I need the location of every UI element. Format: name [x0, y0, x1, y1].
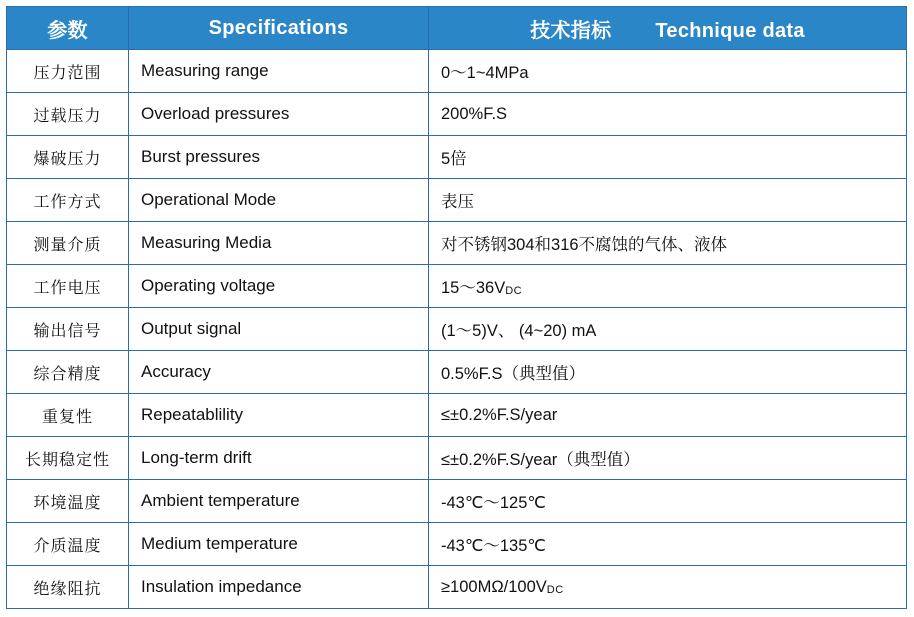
row-value-text: -43℃～125℃	[441, 494, 546, 512]
column-header-technique-data-en: Technique data	[655, 19, 805, 42]
table-header	[7, 7, 907, 50]
row-value-text: 200%F.S	[441, 104, 508, 123]
row-parameter-en: Overload pressures	[129, 93, 429, 136]
row-value	[429, 222, 907, 265]
row-value	[429, 351, 907, 394]
row-parameter-cn: 综合精度	[7, 351, 129, 394]
row-parameter-cn: 压力范围	[7, 50, 129, 93]
row-parameter-cn: 绝缘阻抗	[7, 566, 129, 609]
table-row	[7, 394, 907, 437]
row-value	[429, 179, 907, 222]
table-row	[7, 93, 907, 136]
row-value-text: ≤±0.2%F.S/year（典型值）	[441, 451, 640, 469]
row-value	[429, 136, 907, 179]
row-parameter-en: Ambient temperature	[129, 480, 429, 523]
column-header-specifications: Specifications	[129, 7, 429, 50]
table-header-row	[7, 7, 907, 50]
row-parameter-cn: 环境温度	[7, 480, 129, 523]
row-value-text: 5倍	[441, 150, 467, 168]
row-parameter-en: Accuracy	[129, 351, 429, 394]
row-parameter-cn: 介质温度	[7, 523, 129, 566]
row-parameter-en: Burst pressures	[129, 136, 429, 179]
row-value-text: 0.5%F.S（典型值）	[441, 365, 585, 383]
table-row	[7, 222, 907, 265]
row-value-text: 15～36V	[441, 279, 506, 297]
column-header-parameter: 参数	[7, 7, 129, 50]
row-parameter-en: Measuring Media	[129, 222, 429, 265]
row-value	[429, 394, 907, 437]
row-value-subscript: DC	[546, 583, 564, 596]
table-row	[7, 437, 907, 480]
row-value-text: (1～5)V、 (4~20) mA	[441, 322, 597, 340]
table-row	[7, 351, 907, 394]
row-parameter-en: Operating voltage	[129, 265, 429, 308]
row-parameter-cn: 工作方式	[7, 179, 129, 222]
table-row	[7, 179, 907, 222]
row-value	[429, 480, 907, 523]
row-parameter-cn: 输出信号	[7, 308, 129, 351]
row-value	[429, 93, 907, 136]
row-parameter-en: Insulation impedance	[129, 566, 429, 609]
row-value-text: ≤±0.2%F.S/year	[441, 405, 558, 424]
row-value-text: ≥100MΩ/100V	[441, 577, 547, 596]
table-body	[7, 50, 907, 609]
row-parameter-cn: 爆破压力	[7, 136, 129, 179]
row-parameter-en: Medium temperature	[129, 523, 429, 566]
row-value-text: 0～1~4MPa	[441, 64, 529, 82]
row-parameter-cn: 重复性	[7, 394, 129, 437]
table-row	[7, 566, 907, 609]
row-parameter-en: Long-term drift	[129, 437, 429, 480]
row-value	[429, 50, 907, 93]
table-row	[7, 308, 907, 351]
row-value-text: -43℃～135℃	[441, 537, 546, 555]
row-value	[429, 308, 907, 351]
row-value	[429, 566, 907, 609]
row-value-text: 对不锈钢304和316不腐蚀的气体、液体	[441, 236, 728, 254]
row-parameter-en: Output signal	[129, 308, 429, 351]
row-value	[429, 523, 907, 566]
row-parameter-cn: 测量介质	[7, 222, 129, 265]
row-parameter-cn: 过载压力	[7, 93, 129, 136]
table-row	[7, 480, 907, 523]
column-header-technique-data-cn: 技术指标	[530, 19, 612, 42]
column-header-technique-data	[429, 7, 907, 50]
table-row	[7, 50, 907, 93]
row-value	[429, 265, 907, 308]
row-parameter-cn: 工作电压	[7, 265, 129, 308]
row-value-text: 表压	[441, 193, 474, 211]
table-row	[7, 523, 907, 566]
row-parameter-en: Operational Mode	[129, 179, 429, 222]
row-parameter-en: Measuring range	[129, 50, 429, 93]
row-parameter-cn: 长期稳定性	[7, 437, 129, 480]
row-parameter-en: Repeatablility	[129, 394, 429, 437]
table-row	[7, 136, 907, 179]
row-value	[429, 437, 907, 480]
table-row	[7, 265, 907, 308]
specifications-table	[6, 6, 907, 609]
row-value-subscript: DC	[505, 285, 523, 297]
